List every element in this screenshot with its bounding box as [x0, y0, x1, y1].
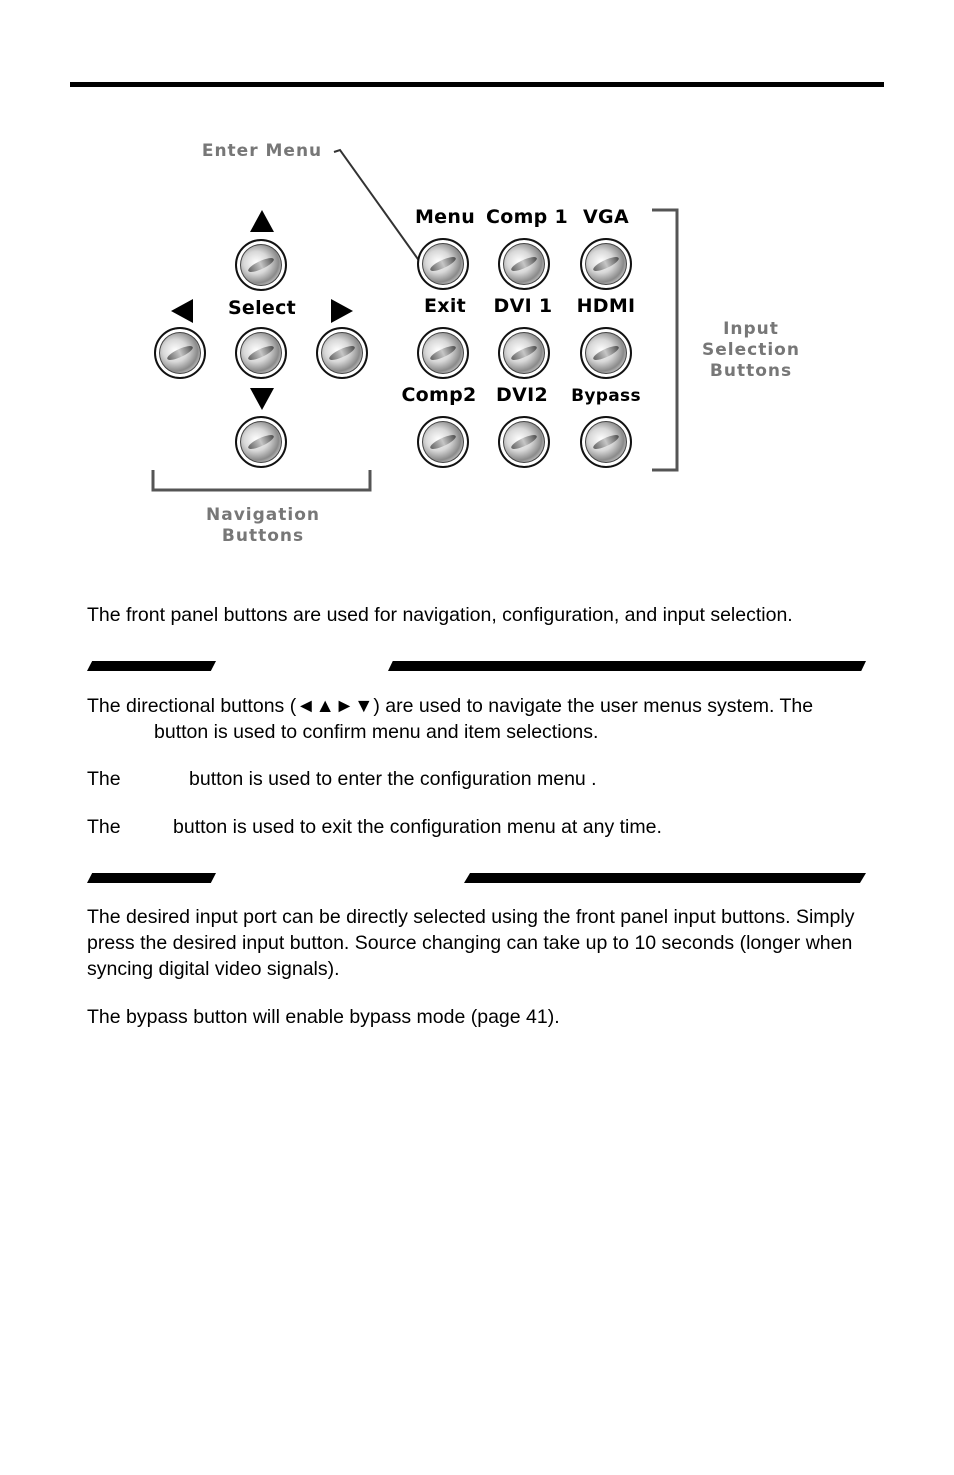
input-group-label	[702, 319, 800, 382]
dvi2-label: DVI2	[496, 384, 548, 406]
diagram-lines	[0, 0, 954, 600]
dvi2-button[interactable]	[498, 416, 550, 468]
intro-paragraph: The front panel buttons are used for navigation, configuration, and input selection.	[87, 604, 793, 626]
nav-paragraph-line1: The directional buttons (◄▲►▼) are used to navigate the user menus system. The	[87, 695, 814, 717]
input-group-line2: Selection	[702, 340, 800, 360]
comp2-button[interactable]	[417, 416, 469, 468]
exit-label: Exit	[423, 295, 467, 317]
comp2-label: Comp2	[401, 384, 477, 406]
vga-label: VGA	[583, 206, 629, 228]
section-heading-bar-right	[388, 661, 866, 671]
enter-menu-label: Enter Menu	[201, 141, 323, 161]
select-label: Select	[227, 297, 297, 319]
section2-heading-bar-right	[464, 873, 866, 883]
exit-paragraph-rest: button is used to exit the configuration menu at any time.	[173, 816, 662, 838]
navigation-group-line2: Buttons	[221, 526, 305, 546]
dvi1-label: DVI 1	[493, 295, 553, 317]
select-button[interactable]	[235, 327, 287, 379]
front-panel-diagram	[0, 0, 954, 600]
hdmi-label: HDMI	[576, 295, 636, 317]
nav-paragraph-line2: button is used to confirm menu and item selections.	[154, 721, 599, 743]
menu-paragraph-rest: button is used to enter the configuration menu .	[189, 768, 597, 790]
right-button[interactable]	[316, 327, 368, 379]
left-button[interactable]	[154, 327, 206, 379]
navigation-group-label	[206, 505, 320, 547]
menu-paragraph-prefix: The	[87, 768, 121, 790]
down-button[interactable]	[235, 416, 287, 468]
bypass-paragraph: The bypass button will enable bypass mode (page 41).	[87, 1006, 560, 1028]
exit-button[interactable]	[417, 327, 469, 379]
input-group-line1: Input	[723, 319, 779, 339]
input-paragraph: The desired input port can be directly selected using the front panel input buttons. Simply press the desired input button. Source changing can take up to 10 seconds (longer when syncing digital video signals).	[87, 906, 855, 980]
navigation-group-line1: Navigation	[206, 505, 320, 525]
input-group-line3: Buttons	[709, 361, 793, 381]
left-arrow-icon	[171, 299, 193, 323]
section2-heading-bar-left	[87, 873, 216, 883]
comp1-label: Comp 1	[485, 206, 569, 228]
hdmi-button[interactable]	[580, 327, 632, 379]
vga-button[interactable]	[580, 238, 632, 290]
dvi1-button[interactable]	[498, 327, 550, 379]
input-bracket	[652, 210, 677, 470]
down-arrow-icon	[250, 388, 274, 410]
menu-button[interactable]	[417, 238, 469, 290]
bypass-label: Bypass	[571, 386, 641, 406]
enter-menu-callout-line	[334, 150, 420, 262]
section-heading-bar-left	[87, 661, 216, 671]
menu-label: Menu	[414, 206, 476, 228]
navigation-bracket	[153, 470, 370, 490]
exit-paragraph-prefix: The	[87, 816, 121, 838]
up-arrow-icon	[250, 210, 274, 232]
up-button[interactable]	[235, 239, 287, 291]
right-arrow-icon	[331, 299, 353, 323]
bypass-button[interactable]	[580, 416, 632, 468]
comp1-button[interactable]	[498, 238, 550, 290]
